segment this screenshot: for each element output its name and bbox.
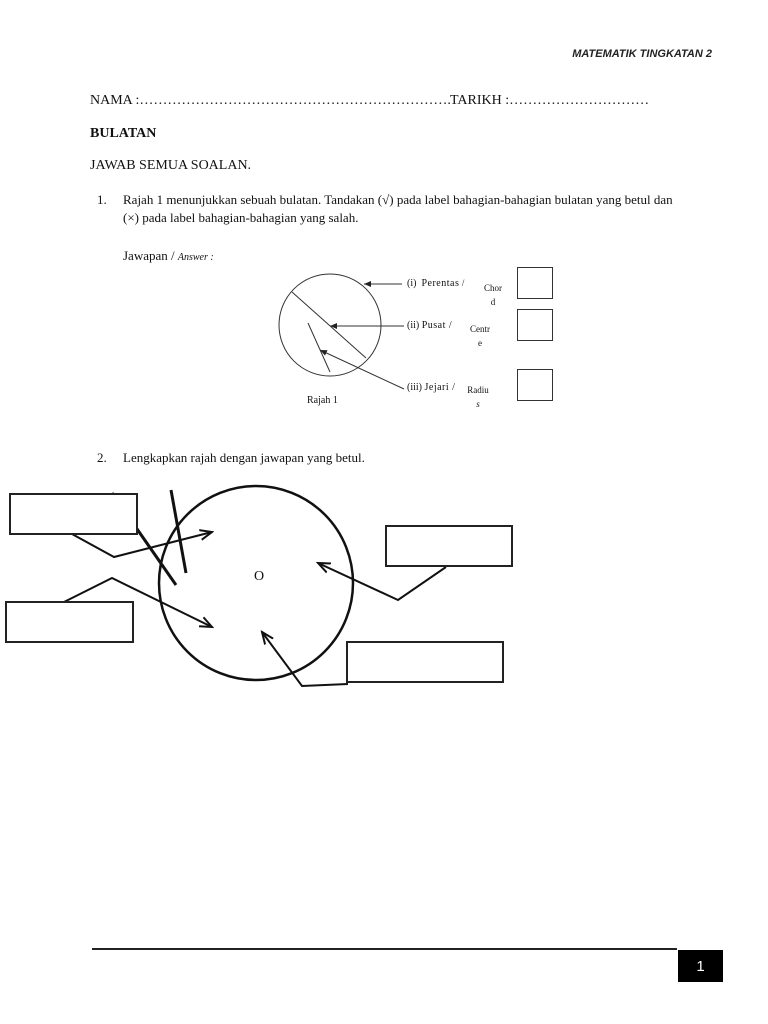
label-ii bbox=[407, 320, 452, 331]
answer-prefix-english: Answer : bbox=[177, 252, 214, 263]
answer-box-top-left[interactable] bbox=[9, 493, 138, 535]
label-iii-english-a: Radiu bbox=[467, 385, 489, 395]
label-ii-english-b: e bbox=[478, 338, 482, 348]
label-ii-english bbox=[466, 322, 494, 350]
instruction-text: JAWAB SEMUA SOALAN. bbox=[90, 158, 252, 173]
figure-1-caption: Rajah 1 bbox=[307, 395, 338, 406]
label-i-english bbox=[481, 281, 505, 309]
label-iii-number: (iii) bbox=[407, 382, 422, 393]
label-i-english-a: Chor bbox=[484, 283, 502, 293]
label-iii-english bbox=[463, 383, 493, 411]
page-number: 1 bbox=[678, 950, 723, 982]
label-i-separator: / bbox=[461, 278, 465, 288]
answer-box-perentas[interactable] bbox=[517, 267, 553, 299]
label-ii-english-a: Centr bbox=[470, 324, 490, 334]
name-field-label: NAMA :…………………………………………………………. bbox=[90, 93, 451, 108]
figure-1-chord-line bbox=[292, 292, 366, 358]
answer-box-right[interactable] bbox=[385, 525, 513, 567]
question-1-number: 1. bbox=[97, 192, 107, 207]
label-i-number: (i) bbox=[407, 278, 417, 289]
label-ii-malay: Pusat / bbox=[421, 320, 453, 331]
date-field-label: TARIKH :………………………… bbox=[450, 93, 650, 108]
running-header: MATEMATIK TINGKATAN 2 bbox=[572, 48, 712, 60]
arrow-jejari bbox=[320, 350, 404, 389]
answer-box-jejari[interactable] bbox=[517, 369, 553, 401]
label-iii-malay: Jejari / bbox=[424, 382, 456, 393]
label-iii-english-b: s bbox=[476, 399, 480, 409]
label-ii-number: (ii) bbox=[407, 320, 420, 331]
topic-title: BULATAN bbox=[90, 126, 157, 141]
answer-box-bottom-left[interactable] bbox=[5, 601, 134, 643]
label-i-malay: Perentas bbox=[421, 278, 460, 289]
answer-box-pusat[interactable] bbox=[517, 309, 553, 341]
figure-1-radius-line bbox=[308, 323, 330, 372]
answer-box-bottom-right[interactable] bbox=[346, 641, 504, 683]
connector-right bbox=[318, 563, 446, 600]
figure-1-circle bbox=[279, 274, 381, 376]
question-1-text: Rajah 1 menunjukkan sebuah bulatan. Tandakan (√) pada label bahagian-bahagian bulatan yang betul dan (×) pada label bahagian-bahagian yang salah. bbox=[123, 192, 673, 225]
question-2-text: Lengkapkan rajah dengan jawapan yang betul. bbox=[123, 450, 365, 465]
circle-center-label: O bbox=[254, 569, 265, 584]
answer-prefix-malay: Jawapan / bbox=[123, 248, 178, 263]
question-2-number: 2. bbox=[97, 450, 107, 465]
label-iii bbox=[407, 382, 455, 393]
label-i bbox=[407, 278, 464, 289]
label-i-english-b: d bbox=[490, 297, 496, 307]
footer-rule bbox=[92, 948, 677, 950]
